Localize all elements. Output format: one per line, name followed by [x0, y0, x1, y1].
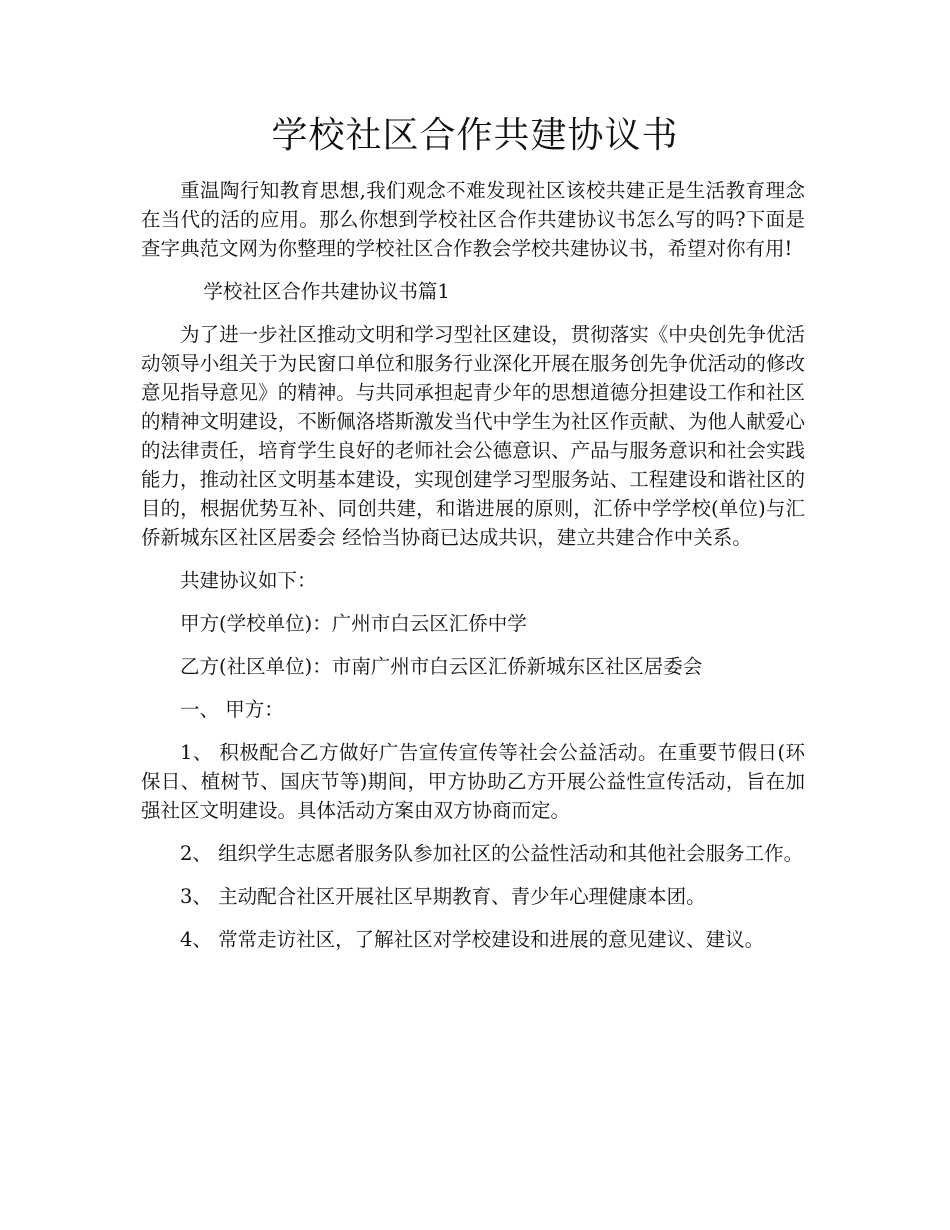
list-item-3: 3、 主动配合社区开展社区早期教育、青少年心理健康本团。	[180, 885, 706, 908]
party-b-line: 乙方(社区单位)：市南广州市白云区汇侨新城东区社区居委会	[180, 655, 703, 678]
section-one-heading: 一、 甲方：	[180, 698, 284, 721]
document-title: 学校社区合作共建协议书	[271, 115, 679, 156]
body-paragraph-1: 为了进一步社区推动文明和学习型社区建设，贯彻落实《中央创先争优活动领导小组关于为民窗口单位和服务行业深化开展在服务创先争优活动的修改意见指导意见》的精神。与共同承担起青少年的思想道德分担建设工作和社区的精神文明建设，不断佩洛塔斯激发当代中学生为社区作贡献、为他人献爱心的法律责任，培育学生良好的老师社会公德意识、产品与服务意识和社会实践能力，推动社区文明基本建设，实现创建学习型服务站、工程建设和谐社区的目的，根据优势互补、同创共建，和谐进展的原则，汇侨中学学校(单位)与汇侨新城东区社区居委会 经恰当协商已达成共识，建立共建合作中关系。	[141, 323, 805, 549]
document-body	[141, 176, 805, 968]
list-item-2: 2、 组织学生志愿者服务队参加社区的公益性活动和其他社会服务工作。	[180, 842, 804, 865]
section-heading: 学校社区合作共建协议书篇1	[203, 280, 450, 303]
agreement-intro: 共建协议如下：	[180, 569, 317, 592]
list-item-1: 1、 积极配合乙方做好广告宣传宣传等社会公益活动。在重要节假日(环保日、植树节、国庆节等)期间，甲方协助乙方开展公益性宣传活动，旨在加强社区文明建设。具体活动方案由双方协商而定。	[141, 741, 805, 822]
party-a-line: 甲方(学校单位)：广州市白云区汇侨中学	[180, 612, 527, 635]
intro-paragraph: 重温陶行知教育思想,我们观念不难发现社区该校共建正是生活教育理念在当代的活的应用。那么你想到学校社区合作共建协议书怎么写的吗?下面是查字典范文网为你整理的学校社区合作教会学校共建协议书，希望对你有用!	[141, 179, 805, 260]
list-item-4: 4、 常常走访社区，了解社区对学校建设和进展的意见建议、建议。	[180, 928, 765, 951]
